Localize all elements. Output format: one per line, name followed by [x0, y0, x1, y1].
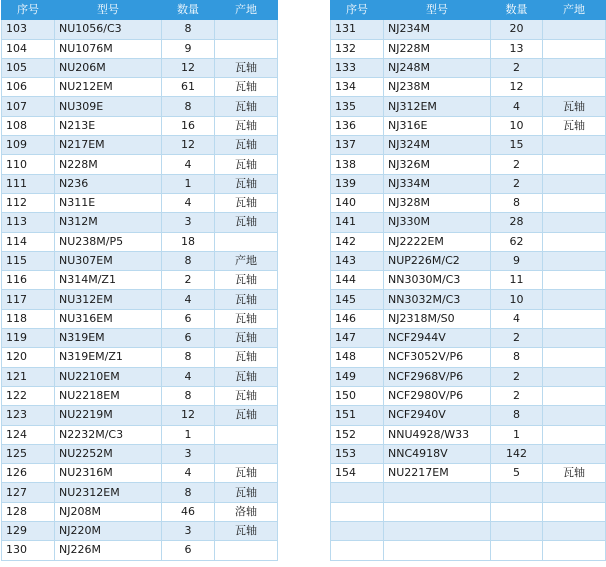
- cell-model: [384, 483, 491, 502]
- cell-qty: 2: [491, 174, 543, 193]
- cell-seq: 124: [2, 425, 55, 444]
- table-row: [2, 406, 278, 425]
- table-row: [2, 78, 278, 97]
- cell-origin: [543, 136, 606, 155]
- cell-qty: 1: [162, 174, 215, 193]
- cell-origin: 瓦轴: [215, 116, 278, 135]
- header-qty: 数量: [491, 1, 543, 20]
- cell-origin: [215, 444, 278, 463]
- cell-origin: 洛轴: [215, 502, 278, 521]
- cell-seq: 132: [331, 39, 384, 58]
- cell-qty: 4: [162, 367, 215, 386]
- cell-seq: [331, 522, 384, 541]
- cell-model: NJ312EM: [384, 97, 491, 116]
- cell-seq: 116: [2, 271, 55, 290]
- cell-seq: 118: [2, 309, 55, 328]
- cell-qty: 3: [162, 522, 215, 541]
- header-model: 型号: [55, 1, 162, 20]
- header-origin: 产地: [543, 1, 606, 20]
- cell-qty: 12: [162, 58, 215, 77]
- cell-qty: 2: [491, 155, 543, 174]
- cell-origin: [543, 78, 606, 97]
- cell-model: NJ234M: [384, 20, 491, 39]
- cell-origin: 瓦轴: [543, 97, 606, 116]
- cell-qty: 6: [162, 329, 215, 348]
- cell-seq: 104: [2, 39, 55, 58]
- cell-qty: 12: [491, 78, 543, 97]
- table-row: [331, 541, 606, 560]
- cell-qty: 6: [162, 541, 215, 560]
- table-row: [331, 39, 606, 58]
- cell-qty: 3: [162, 213, 215, 232]
- cell-seq: 111: [2, 174, 55, 193]
- cell-qty: 5: [491, 464, 543, 483]
- cell-qty: 12: [162, 136, 215, 155]
- table-row: [331, 290, 606, 309]
- table-row: [2, 271, 278, 290]
- cell-origin: [543, 155, 606, 174]
- cell-qty: 13: [491, 39, 543, 58]
- cell-model: NU312EM: [55, 290, 162, 309]
- cell-origin: 瓦轴: [215, 464, 278, 483]
- cell-seq: 154: [331, 464, 384, 483]
- cell-seq: 120: [2, 348, 55, 367]
- table-row: [331, 193, 606, 212]
- cell-qty: 8: [491, 406, 543, 425]
- cell-origin: 瓦轴: [215, 193, 278, 212]
- cell-seq: 143: [331, 251, 384, 270]
- cell-seq: 151: [331, 406, 384, 425]
- cell-seq: 138: [331, 155, 384, 174]
- cell-origin: 瓦轴: [215, 290, 278, 309]
- cell-seq: 113: [2, 213, 55, 232]
- cell-origin: [543, 522, 606, 541]
- cell-origin: [543, 290, 606, 309]
- table-row: [331, 136, 606, 155]
- cell-qty: 2: [491, 329, 543, 348]
- table-row: [2, 116, 278, 135]
- cell-qty: 8: [162, 97, 215, 116]
- table-row: [331, 116, 606, 135]
- cell-qty: [491, 483, 543, 502]
- cell-model: [384, 522, 491, 541]
- table-row: [2, 348, 278, 367]
- cell-model: NJ316E: [384, 116, 491, 135]
- cell-seq: 144: [331, 271, 384, 290]
- cell-seq: 141: [331, 213, 384, 232]
- cell-qty: 8: [491, 193, 543, 212]
- cell-model: NN3032M/C3: [384, 290, 491, 309]
- table-row: [331, 329, 606, 348]
- table-row: [331, 367, 606, 386]
- cell-seq: 127: [2, 483, 55, 502]
- cell-model: NJ326M: [384, 155, 491, 174]
- cell-seq: 148: [331, 348, 384, 367]
- cell-origin: [543, 193, 606, 212]
- cell-model: NU2217EM: [384, 464, 491, 483]
- cell-seq: 133: [331, 58, 384, 77]
- cell-model: NJ334M: [384, 174, 491, 193]
- cell-qty: 20: [491, 20, 543, 39]
- cell-seq: 109: [2, 136, 55, 155]
- cell-model: NU2219M: [55, 406, 162, 425]
- cell-origin: 瓦轴: [215, 136, 278, 155]
- table-row: [331, 386, 606, 405]
- cell-seq: 125: [2, 444, 55, 463]
- cell-qty: 8: [162, 251, 215, 270]
- cell-seq: 130: [2, 541, 55, 560]
- table-row: [2, 444, 278, 463]
- table-row: [2, 232, 278, 251]
- cell-qty: 12: [162, 406, 215, 425]
- cell-origin: 瓦轴: [215, 367, 278, 386]
- table-row: [2, 58, 278, 77]
- table-row: [2, 136, 278, 155]
- cell-origin: [543, 502, 606, 521]
- cell-qty: 4: [491, 309, 543, 328]
- cell-origin: 瓦轴: [215, 58, 278, 77]
- cell-origin: [215, 425, 278, 444]
- cell-origin: [543, 329, 606, 348]
- table-row: [2, 541, 278, 560]
- cell-model: NJ2318M/S0: [384, 309, 491, 328]
- cell-seq: 123: [2, 406, 55, 425]
- cell-model: NU2218EM: [55, 386, 162, 405]
- table-row: [331, 20, 606, 39]
- cell-model: NN3030M/C3: [384, 271, 491, 290]
- table-row: [331, 155, 606, 174]
- cell-qty: 62: [491, 232, 543, 251]
- table-row: [2, 20, 278, 39]
- cell-seq: [331, 483, 384, 502]
- cell-origin: 产地: [215, 251, 278, 270]
- cell-origin: 瓦轴: [215, 155, 278, 174]
- cell-origin: [215, 39, 278, 58]
- cell-seq: 146: [331, 309, 384, 328]
- cell-qty: 11: [491, 271, 543, 290]
- cell-qty: 2: [162, 271, 215, 290]
- table-row: [2, 464, 278, 483]
- table-row: [331, 271, 606, 290]
- table-row: [2, 425, 278, 444]
- cell-qty: 9: [162, 39, 215, 58]
- cell-model: NJ228M: [384, 39, 491, 58]
- table-row: [2, 502, 278, 521]
- cell-seq: 122: [2, 386, 55, 405]
- cell-model: NCF2944V: [384, 329, 491, 348]
- table-row: [2, 386, 278, 405]
- cell-seq: 136: [331, 116, 384, 135]
- cell-qty: 18: [162, 232, 215, 251]
- table-row: [2, 39, 278, 58]
- cell-model: N319EM: [55, 329, 162, 348]
- cell-origin: [543, 406, 606, 425]
- cell-model: NU2316M: [55, 464, 162, 483]
- cell-origin: [543, 232, 606, 251]
- cell-model: [384, 541, 491, 560]
- cell-origin: [543, 541, 606, 560]
- table-row: [331, 444, 606, 463]
- cell-model: NCF2968V/P6: [384, 367, 491, 386]
- header-origin: 产地: [215, 1, 278, 20]
- cell-origin: [543, 367, 606, 386]
- table-row: [2, 155, 278, 174]
- table-row: [331, 406, 606, 425]
- cell-origin: [543, 348, 606, 367]
- cell-qty: 46: [162, 502, 215, 521]
- cell-seq: 114: [2, 232, 55, 251]
- table-row: [331, 251, 606, 270]
- cell-seq: 121: [2, 367, 55, 386]
- cell-qty: 61: [162, 78, 215, 97]
- cell-seq: 153: [331, 444, 384, 463]
- table-header-row: [2, 1, 278, 20]
- cell-model: [384, 502, 491, 521]
- cell-model: NNU4928/W33: [384, 425, 491, 444]
- table-row: [2, 213, 278, 232]
- cell-qty: 15: [491, 136, 543, 155]
- cell-seq: 142: [331, 232, 384, 251]
- cell-seq: [331, 502, 384, 521]
- cell-origin: 瓦轴: [215, 78, 278, 97]
- cell-model: N213E: [55, 116, 162, 135]
- cell-origin: 瓦轴: [215, 348, 278, 367]
- cell-model: NJ226M: [55, 541, 162, 560]
- cell-qty: 1: [491, 425, 543, 444]
- table-row: [331, 483, 606, 502]
- cell-seq: 134: [331, 78, 384, 97]
- cell-origin: 瓦轴: [215, 406, 278, 425]
- cell-seq: 131: [331, 20, 384, 39]
- cell-model: NJ208M: [55, 502, 162, 521]
- cell-model: NU238M/P5: [55, 232, 162, 251]
- cell-qty: 4: [162, 290, 215, 309]
- cell-qty: 8: [162, 483, 215, 502]
- cell-qty: [491, 522, 543, 541]
- cell-seq: 117: [2, 290, 55, 309]
- cell-seq: 135: [331, 97, 384, 116]
- cell-model: N228M: [55, 155, 162, 174]
- cell-qty: 10: [491, 116, 543, 135]
- table-row: [331, 78, 606, 97]
- cell-origin: [543, 58, 606, 77]
- cell-origin: 瓦轴: [215, 386, 278, 405]
- cell-qty: 8: [162, 348, 215, 367]
- table-row: [2, 290, 278, 309]
- cell-qty: 10: [491, 290, 543, 309]
- bearing-table-left: [1, 0, 278, 561]
- table-row: [2, 251, 278, 270]
- cell-origin: [543, 425, 606, 444]
- cell-model: NCF2980V/P6: [384, 386, 491, 405]
- table-row: [331, 425, 606, 444]
- cell-seq: 112: [2, 193, 55, 212]
- cell-origin: [543, 386, 606, 405]
- cell-qty: 16: [162, 116, 215, 135]
- cell-seq: 145: [331, 290, 384, 309]
- header-model: 型号: [384, 1, 491, 20]
- cell-origin: [543, 39, 606, 58]
- table-row: [2, 309, 278, 328]
- table-row: [2, 329, 278, 348]
- cell-model: NJ248M: [384, 58, 491, 77]
- header-seq: 序号: [331, 1, 384, 20]
- cell-model: NU1056/C3: [55, 20, 162, 39]
- cell-model: NCF3052V/P6: [384, 348, 491, 367]
- cell-qty: 4: [162, 155, 215, 174]
- cell-origin: 瓦轴: [215, 271, 278, 290]
- cell-qty: 9: [491, 251, 543, 270]
- table-row: [331, 309, 606, 328]
- cell-qty: 2: [491, 58, 543, 77]
- cell-model: NCF2940V: [384, 406, 491, 425]
- table-row: [2, 522, 278, 541]
- cell-model: NJ324M: [384, 136, 491, 155]
- table-header-row: [331, 1, 606, 20]
- cell-qty: 8: [491, 348, 543, 367]
- cell-model: NUP226M/C2: [384, 251, 491, 270]
- table-row: [331, 174, 606, 193]
- cell-origin: [543, 483, 606, 502]
- cell-qty: 2: [491, 386, 543, 405]
- cell-seq: 139: [331, 174, 384, 193]
- cell-model: N314M/Z1: [55, 271, 162, 290]
- cell-qty: 142: [491, 444, 543, 463]
- cell-seq: 126: [2, 464, 55, 483]
- table-row: [331, 522, 606, 541]
- cell-seq: 147: [331, 329, 384, 348]
- table-row: [2, 97, 278, 116]
- cell-qty: [491, 502, 543, 521]
- cell-qty: 28: [491, 213, 543, 232]
- table-row: [2, 367, 278, 386]
- cell-origin: 瓦轴: [543, 116, 606, 135]
- cell-origin: [543, 309, 606, 328]
- cell-model: NNC4918V: [384, 444, 491, 463]
- cell-model: NU307EM: [55, 251, 162, 270]
- cell-model: NU2312EM: [55, 483, 162, 502]
- cell-origin: [543, 213, 606, 232]
- table-row: [331, 58, 606, 77]
- table-row: [331, 502, 606, 521]
- cell-model: N319EM/Z1: [55, 348, 162, 367]
- cell-model: N311E: [55, 193, 162, 212]
- cell-model: NU206M: [55, 58, 162, 77]
- cell-origin: [215, 541, 278, 560]
- cell-model: N312M: [55, 213, 162, 232]
- cell-model: NJ2222EM: [384, 232, 491, 251]
- table-row: [2, 483, 278, 502]
- cell-seq: 105: [2, 58, 55, 77]
- cell-seq: 137: [331, 136, 384, 155]
- cell-seq: 103: [2, 20, 55, 39]
- cell-qty: 1: [162, 425, 215, 444]
- bearing-table-right: [330, 0, 606, 561]
- table-row: [331, 348, 606, 367]
- cell-seq: 119: [2, 329, 55, 348]
- cell-model: N236: [55, 174, 162, 193]
- cell-model: NJ330M: [384, 213, 491, 232]
- cell-qty: 4: [162, 464, 215, 483]
- cell-origin: [543, 251, 606, 270]
- cell-model: NU1076M: [55, 39, 162, 58]
- cell-model: N2232M/C3: [55, 425, 162, 444]
- table-row: [2, 174, 278, 193]
- cell-seq: 150: [331, 386, 384, 405]
- cell-origin: [543, 271, 606, 290]
- cell-qty: 2: [491, 367, 543, 386]
- cell-origin: 瓦轴: [215, 309, 278, 328]
- cell-seq: 110: [2, 155, 55, 174]
- cell-origin: [215, 20, 278, 39]
- table-row: [331, 232, 606, 251]
- cell-origin: 瓦轴: [215, 97, 278, 116]
- cell-seq: [331, 541, 384, 560]
- header-qty: 数量: [162, 1, 215, 20]
- cell-qty: 4: [162, 193, 215, 212]
- cell-seq: 107: [2, 97, 55, 116]
- cell-seq: 128: [2, 502, 55, 521]
- cell-model: NU2252M: [55, 444, 162, 463]
- table-row: [331, 97, 606, 116]
- cell-model: NJ328M: [384, 193, 491, 212]
- table-row: [331, 213, 606, 232]
- cell-origin: 瓦轴: [543, 464, 606, 483]
- cell-model: NU212EM: [55, 78, 162, 97]
- header-seq: 序号: [2, 1, 55, 20]
- cell-origin: [543, 20, 606, 39]
- cell-model: NJ238M: [384, 78, 491, 97]
- cell-seq: 149: [331, 367, 384, 386]
- cell-origin: [543, 174, 606, 193]
- cell-origin: 瓦轴: [215, 174, 278, 193]
- cell-qty: 6: [162, 309, 215, 328]
- cell-qty: 8: [162, 20, 215, 39]
- cell-qty: 8: [162, 386, 215, 405]
- cell-origin: 瓦轴: [215, 213, 278, 232]
- cell-seq: 106: [2, 78, 55, 97]
- cell-origin: [543, 444, 606, 463]
- cell-origin: 瓦轴: [215, 329, 278, 348]
- cell-qty: 4: [491, 97, 543, 116]
- cell-origin: 瓦轴: [215, 483, 278, 502]
- cell-origin: 瓦轴: [215, 522, 278, 541]
- cell-seq: 152: [331, 425, 384, 444]
- cell-origin: [215, 232, 278, 251]
- cell-model: NJ220M: [55, 522, 162, 541]
- cell-seq: 129: [2, 522, 55, 541]
- cell-qty: 3: [162, 444, 215, 463]
- cell-model: NU2210EM: [55, 367, 162, 386]
- table-row: [2, 193, 278, 212]
- cell-seq: 140: [331, 193, 384, 212]
- cell-seq: 115: [2, 251, 55, 270]
- cell-model: NU316EM: [55, 309, 162, 328]
- cell-qty: [491, 541, 543, 560]
- table-row: [331, 464, 606, 483]
- cell-model: NU309E: [55, 97, 162, 116]
- cell-model: N217EM: [55, 136, 162, 155]
- cell-seq: 108: [2, 116, 55, 135]
